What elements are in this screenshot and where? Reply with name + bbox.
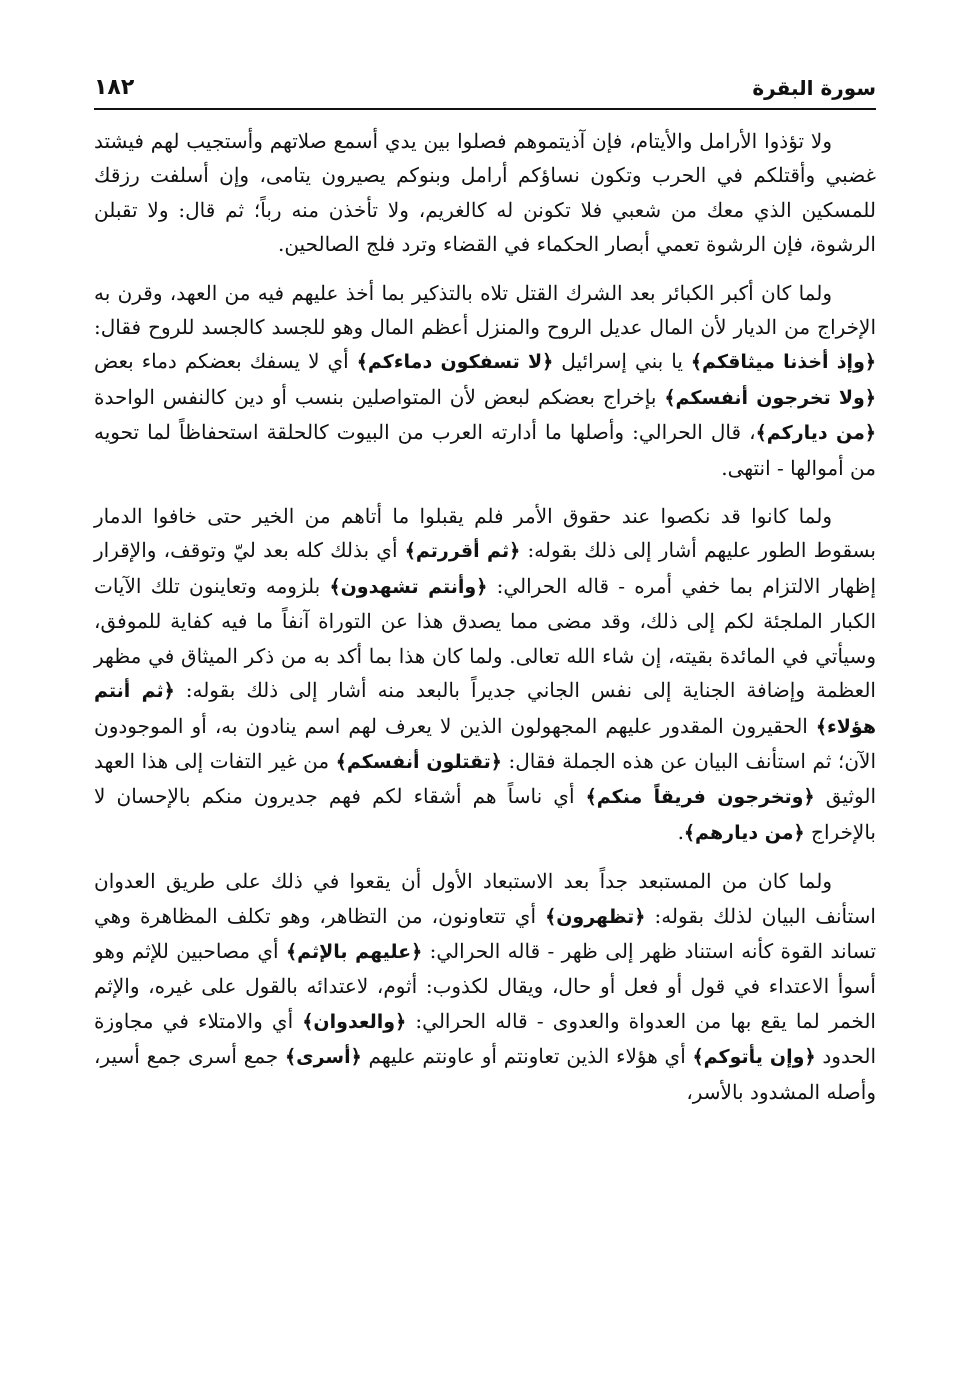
text-segment: جمع أسرى جمع أسير، وأصله المشدود بالأسر، (94, 1044, 876, 1104)
text-segment: أي تتعاونون، من التظاهر، وهو تكلف المظاهرة وهي تساند القوة كأنه استناد ظهر إلى ظهر - قاله الحرالي: (94, 903, 877, 963)
text-segment: أي لا يسفك بعضكم دماء بعض (94, 349, 357, 374)
quran-quote: ﴿وإن يأتوكم﴾ (692, 1046, 816, 1069)
text-segment: الحقيرون المقدور عليهم المجهولون الذين لا يعرف لهم اسم ينادون به، أو الموجودون الآن؛ ثم استأنف البيان عن هذه الجملة فقال: (94, 713, 877, 773)
text-segment: ولما كان من المستبعد جداً بعد الاستبعاد الأول أن يقعوا في ذلك على طريق العدوان استأنف البيان لذلك بقوله: (94, 869, 876, 928)
text-segment: بلزومه وتعاينون تلك الآيات الكبار الملجئة لكم إلى ذلك، وقد مضى مما يصدق هذا عن التوراة آنفاً ما فيه كفاية للموفق، وسيأتي في المائدة بقيته، إن شاء الله تعالى. ولما كان هذا بما أكد به من ذكر الميثاق في مظهر العظمة وإضافة الجناية إلى نفس الجاني جديراً بالبعد منه أشار إلى ذلك بقوله: (94, 573, 876, 703)
text-segment: أي مصاحبين للإثم وهو أسوأ الاعتداء في قول أو فعل أو حال، ويقال لكذوب: أثوم، لاعتدائه بالقول على غيره، والإثم الخمر لما يقع بها من العدواة والعدوى - قاله الحرالي: (94, 938, 876, 1033)
quran-quote: ﴿من دياركم﴾ (755, 422, 876, 445)
text-segment: أي بذلك كله بعد ليّ وتوقف، والإقرار إظهار الالتزام بما خفي أمره - قاله الحرالي: (94, 538, 877, 598)
quran-quote: ﴿لا تسفكون دماءكم﴾ (356, 351, 554, 374)
quran-quote: ﴿عليهم بالإثم﴾ (285, 940, 423, 963)
paragraph (94, 124, 876, 262)
text-segment: بإخراج بعضكم لبعض لأن المتواصلين بنسب أو دين كالنفس الواحدة (94, 384, 665, 409)
paragraph (94, 499, 876, 850)
text-segment: ، قال الحرالي: وأصلها ما أدارته العرب من البيوت كالحلقة استحفاظاً لما تحويه من أموالها - انتهى. (94, 420, 876, 480)
header-divider (94, 108, 876, 110)
text-segment: ولما كان أكبر الكبائر بعد الشرك القتل تلاه بالتذكير بما أخذ عليهم فيه من العهد، وقرن به الإخراج من الديار لأن المال عديل الروح والمنزل أعظم المال وهو للجسد كالجسد للروح فقال: (94, 280, 876, 340)
text-segment: . (677, 819, 684, 844)
quran-quote: ﴿ثم أقررتم﴾ (404, 540, 521, 563)
text-segment: ولا تؤذوا الأرامل والأيتام، فإن آذيتموهم فصلوا بين يدي أسمع صلاتهم وأستجيب لهم فيشتد غضبي وأقتلكم في الحرب وتكون نساؤكم أرامل وبنوكم يصيرون يتامى، وإن أسلفت رزقك للمسكين الذي معك من شعبي فلا تكونن له كالغريم، ولا تأخذن منه رباً؛ ثم قال: ولا تقبلن الرشوة، فإن الرشوة تعمي أبصار الحكماء في القضاء وترد فلج الصالحين. (94, 129, 876, 257)
quran-quote: ﴿ولا تخرجون أنفسكم﴾ (664, 386, 876, 409)
running-header (94, 70, 876, 100)
quran-quote: ﴿وأنتم تشهدون﴾ (329, 575, 488, 598)
paragraph (94, 864, 876, 1109)
paragraph (94, 276, 876, 485)
text-segment: يا بني إسرائيل (553, 349, 691, 374)
text-segment: من غير التفات إلى هذا العهد الوثيق (94, 748, 877, 809)
quran-quote: ﴿والعدوان﴾ (302, 1010, 407, 1033)
quran-quote: ﴿وتخرجون فريقاً منكم﴾ (585, 786, 815, 809)
quran-quote: ﴿تقتلون أنفسكم﴾ (335, 750, 502, 773)
quran-quote: ﴿من ديارهم﴾ (683, 821, 805, 844)
body-text (94, 124, 876, 1123)
text-segment: أي والامتلاء في مجاوزة الحدود (94, 1008, 876, 1069)
quran-quote: ﴿تظهرون﴾ (545, 905, 646, 928)
page-number: ١٨٢ (94, 75, 135, 100)
quran-quote: ﴿أسرى﴾ (285, 1046, 362, 1069)
text-segment: ولما كانوا قد نكصوا عند حقوق الأمر فلم يقبلوا ما أتاهم من الخير حتى خافوا الدمار بسقوط الطور عليهم أشار إلى ذلك بقوله: (94, 504, 876, 563)
quran-quote: ﴿وإذ أخذنا ميثاقكم﴾ (690, 351, 877, 374)
text-segment: أي هؤلاء الذين تعاونتم أو عاونتم عليهم (361, 1044, 693, 1069)
surah-title: سورة البقرة (752, 76, 876, 100)
quran-quote: ﴿ثم أنتم هؤلاء﴾ (94, 680, 876, 738)
text-segment: أي ناساً هم أشقاء لكم فهم جديرون منكم بالإحسان لا بالإخراج (94, 784, 876, 844)
